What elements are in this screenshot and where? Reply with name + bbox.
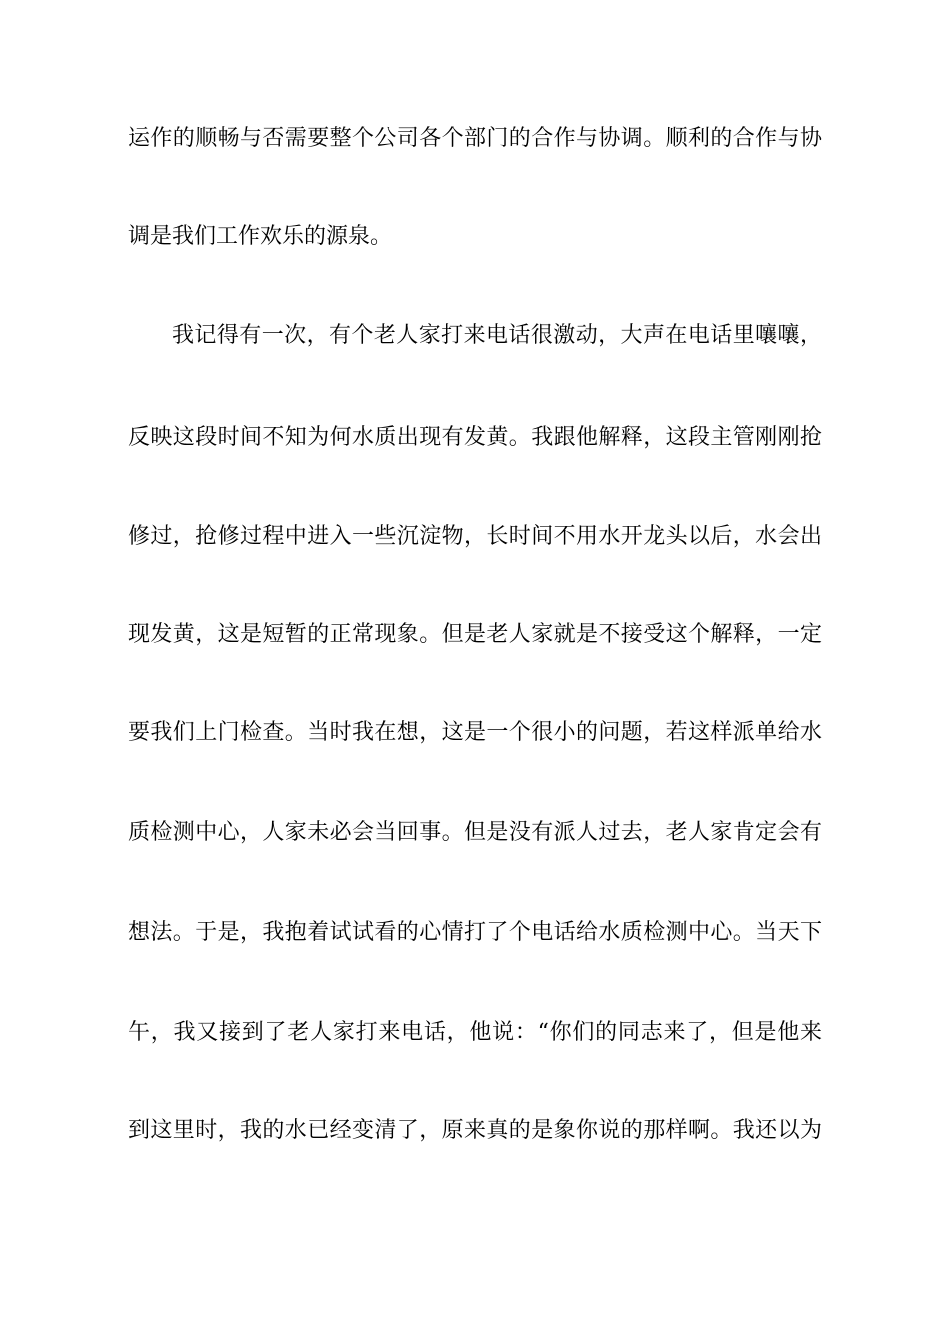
text-line: 反映这段时间不知为何水质出现有发黄。我跟他解释，这段主管刚刚抢 [128, 425, 822, 450]
text-line: 午，我又接到了老人家打来电话，他说：“你们的同志来了，但是他来 [128, 1020, 822, 1045]
text-line: 到这里时，我的水已经变清了，原来真的是象你说的那样啊。我还以为 [128, 1118, 822, 1143]
text-line: 运作的顺畅与否需要整个公司各个部门的合作与协调。顺利的合作与协 [128, 126, 822, 151]
text-line: 想法。于是，我抱着试试看的心情打了个电话给水质检测中心。当天下 [128, 920, 822, 945]
text-line: 调是我们工作欢乐的源泉。 [128, 224, 393, 249]
text-line: 修过，抢修过程中进入一些沉淀物，长时间不用水开龙头以后，水会出 [128, 524, 822, 549]
text-line: 质检测中心，人家未必会当回事。但是没有派人过去，老人家肯定会有 [128, 820, 822, 845]
text-line: 现发黄，这是短暂的正常现象。但是老人家就是不接受这个解释，一定 [128, 622, 822, 647]
text-line: 要我们上门检查。当时我在想，这是一个很小的问题，若这样派单给水 [128, 720, 822, 745]
paragraph-first-line: 我记得有一次，有个老人家打来电话很激动，大声在电话里嚷嚷， [172, 323, 822, 348]
